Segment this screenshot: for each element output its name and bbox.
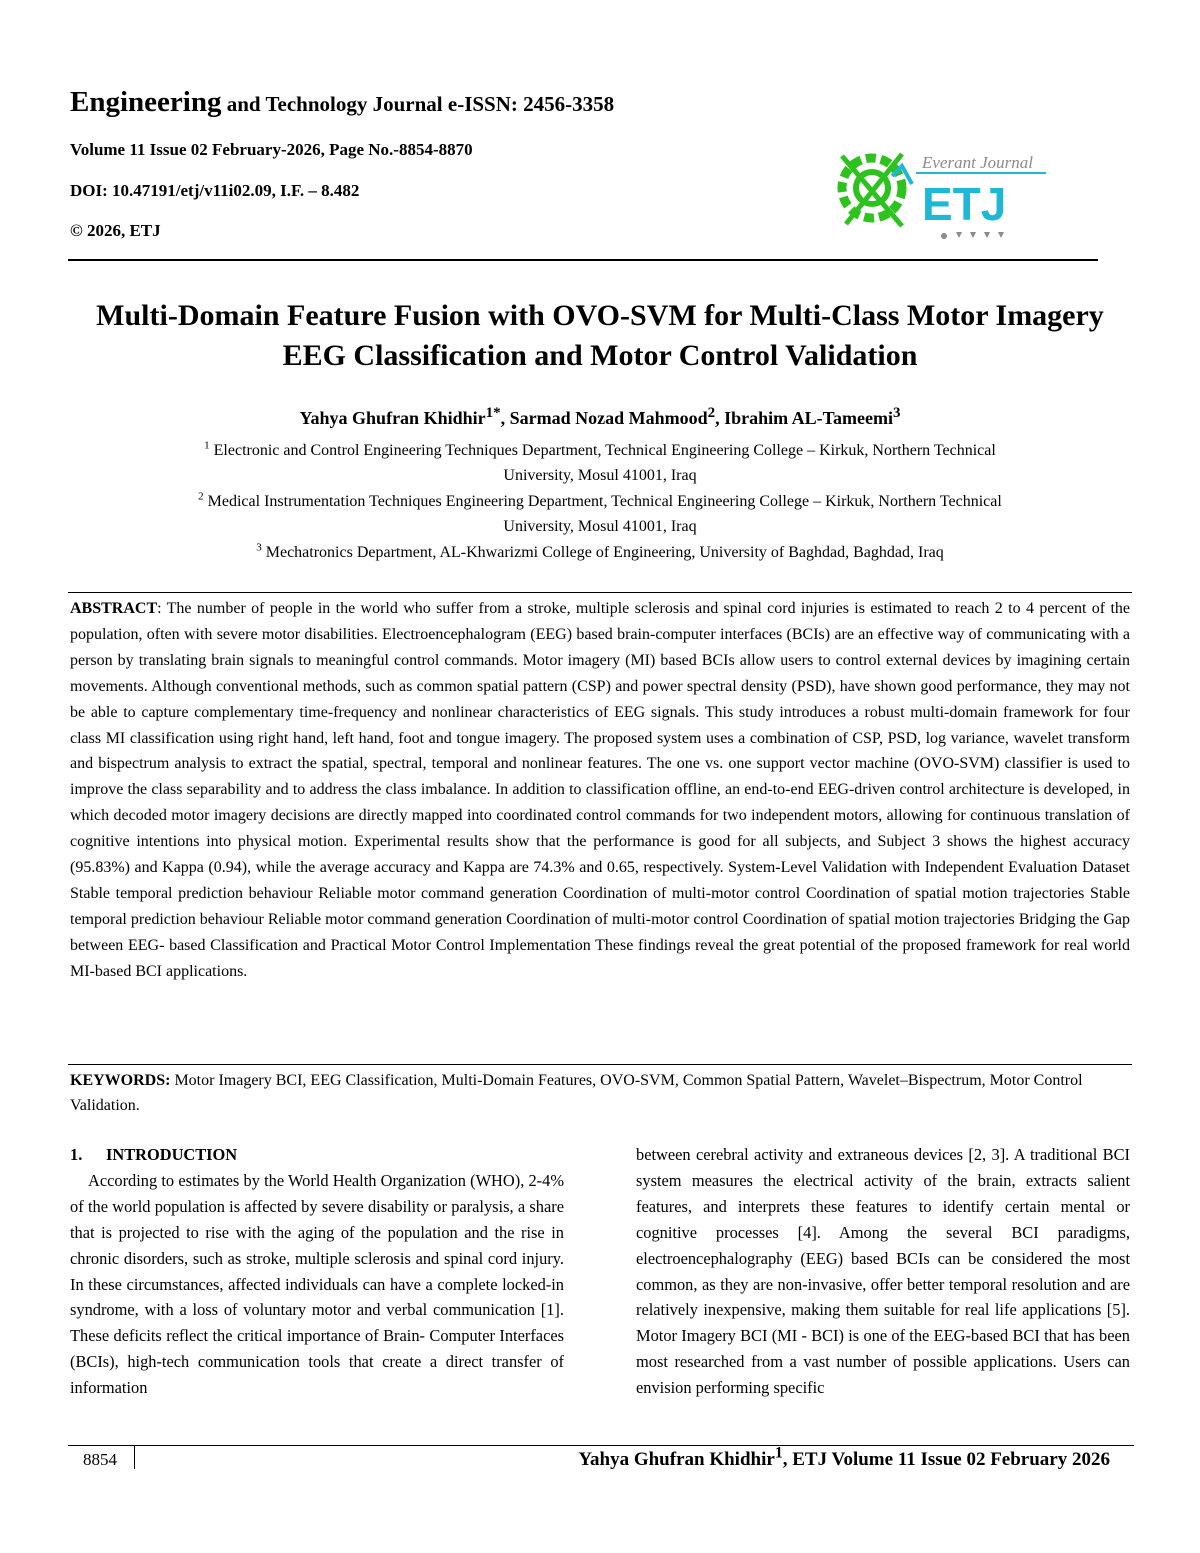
section-number: 1. [70, 1145, 83, 1164]
intro-right-column [636, 1142, 1130, 1401]
footer-rest: , ETJ Volume 11 Issue 02 February 2026 [782, 1449, 1110, 1470]
affiliation-1-line1: Electronic and Control Engineering Techniques Department, Technical Engineering College – Kirkuk, Northern Technical [209, 442, 996, 459]
page-number: 8854 [83, 1450, 117, 1469]
affiliation-3-sup: 3 [256, 541, 262, 554]
abstract-label: ABSTRACT [70, 600, 158, 617]
author-1-sup: 1* [485, 405, 501, 421]
abstract-rule-bottom [68, 1064, 1132, 1065]
running-footer [300, 1444, 1110, 1471]
section-heading [70, 1142, 564, 1168]
keywords [70, 1068, 1130, 1118]
doi-line: DOI: 10.47191/etj/v11i02.09, I.F. – 8.482 [70, 181, 360, 200]
section-title: INTRODUCTION [106, 1145, 238, 1164]
keywords-text: Motor Imagery BCI, EEG Classification, Multi-Domain Features, OVO-SVM, Common Spatial Pattern, Wavelet–Bispectrum, Motor Control Validation. [70, 1072, 1083, 1114]
article-title [50, 296, 1150, 376]
author-2: , Sarmad Nozad Mahmood [500, 408, 708, 428]
journal-title-word: Engineering [70, 86, 222, 118]
affiliation-2-line2: University, Mosul 41001, Iraq [503, 518, 697, 535]
author-3-sup: 3 [892, 405, 901, 421]
affiliation-1-sup: 1 [204, 439, 210, 452]
affiliation-2-sup: 2 [198, 490, 204, 503]
article-title-line1: Multi-Domain Feature Fusion with OVO-SVM for Multi-Class Motor Imagery [96, 299, 1104, 332]
intro-left-text: According to estimates by the World Health Organization (WHO), 2-4% of the world population is affected by severe disability or paralysis, a share that is projected to rise with the aging of the population and the rise in chronic disorders, such as stroke, multiple sclerosis and spinal cord injury. In these circumstances, affected individuals can have a complete locked-in syndrome, with a loss of voluntary motor and verbal communication [1]. These deficits reflect the critical importance of Brain- Computer Interfaces (BCIs), high-tech communication tools that create a direct transfer of information [70, 1170, 564, 1398]
logo-top-text: Everant Journal [922, 153, 1033, 172]
intro-left-column [70, 1142, 564, 1401]
footer-rule [68, 1445, 1134, 1446]
logo-main-text: ETJ [922, 178, 1007, 230]
affiliation-2 [100, 489, 1100, 539]
journal-title-rest: and Technology Journal e-ISSN: 2456-3358 [226, 92, 615, 116]
logo-decoration [941, 232, 1004, 239]
header-rule [68, 259, 1098, 261]
affiliation-1 [100, 438, 1100, 488]
keywords-label: KEYWORDS: [70, 1072, 171, 1089]
affiliation-3 [100, 540, 1100, 565]
intro-right-text: between cerebral activity and extraneous devices [2, 3]. A traditional BCI system measures the electrical activity of the brain, extracts salient features, and interprets these features to identify certain mental or cognitive processes [4]. Among the several BCI paradigms, electroencephalography (EEG) based BCIs can be considered the most common, as they are non-invasive, offer better temporal resolution and are relatively inexpensive, making them suitable for real life applications [5]. Motor Imagery BCI (MI - BCI) is one of the EEG-based BCI that has been most researched from a vast number of possible applications. Users can envision performing specific [636, 1145, 1130, 1398]
copyright-line: © 2026, ETJ [70, 221, 161, 240]
affiliation-2-line1: Medical Instrumentation Techniques Engineering Department, Technical Engineering College – Kirkuk, Northern Technical [203, 493, 1002, 510]
volume-line: Volume 11 Issue 02 February-2026, Page No.-8854-8870 [70, 140, 473, 159]
abstract [70, 596, 1130, 985]
author-1: Yahya Ghufran Khidhir [299, 408, 486, 428]
affiliation-3-line1: Mechatronics Department, AL-Khwarizmi College of Engineering, University of Baghdad, Baghdad, Iraq [261, 544, 944, 561]
footer-author-sup: 1 [774, 1444, 783, 1462]
journal-title [70, 86, 614, 119]
journal-logo [832, 136, 1048, 246]
abstract-text: : The number of people in the world who suffer from a stroke, multiple sclerosis and spinal cord injuries is estimated to reach 2 to 4 percent of the population, often with severe motor disabilities. Electroencephalogram (EEG) based brain-computer interfaces (BCIs) are an effective way of communicating with a person by translating brain signals to meaningful control commands. Motor imagery (MI) based BCIs allow users to control external devices by imagining certain movements. Although conventional methods, such as common spatial pattern (CSP) and power spectral density (PSD), have shown good performance, they may not be able to capture complementary time-frequency and nonlinear characteristics of EEG signals. This study introduces a robust multi-domain framework for four class MI classification using right hand, left hand, foot and tongue imagery. The proposed system uses a combination of CSP, PSD, log variance, wavelet transform and bispectrum analysis to extract the spatial, spectral, temporal and nonlinear features. The one vs. one support vector machine (OVO-SVM) classifier is used to improve the class separability and to address the class imbalance. In addition to classification offline, an end-to-end EEG-driven control architecture is developed, in which decoded motor imagery decisions are directly mapped into coordinated control commands for two independent motors, allowing for continuous translation of cognitive intentions into physical motion. Experimental results show that the performance is good for all subjects, and Subject 3 shows the highest accuracy (95.83%) and Kappa (0.94), while the average accuracy and Kappa are 74.3% and 0.65, respectively. System-Level Validation with Independent Evaluation Dataset Stable temporal prediction behaviour Reliable motor command generation Coordination of multi-motor control Coordination of spatial motion trajectories Stable temporal prediction behaviour Reliable motor command generation Coordination of multi-motor control Coordination of spatial motion trajectories Bridging the Gap between EEG- based Classification and Practical Motor Control Implementation These findings reveal the great potential of the proposed framework for real world MI-based BCI applications. [70, 600, 1130, 980]
footer-divider [134, 1445, 135, 1469]
footer-author: Yahya Ghufran Khidhir [578, 1449, 775, 1470]
author-3: , Ibrahim AL-Tameemi [715, 408, 893, 428]
affiliation-1-line2: University, Mosul 41001, Iraq [503, 467, 697, 484]
author-list [50, 405, 1150, 429]
gear-icon [842, 154, 902, 226]
article-title-line2: EEG Classification and Motor Control Validation [282, 339, 918, 372]
abstract-rule-top [68, 592, 1132, 593]
author-2-sup: 2 [707, 405, 716, 421]
